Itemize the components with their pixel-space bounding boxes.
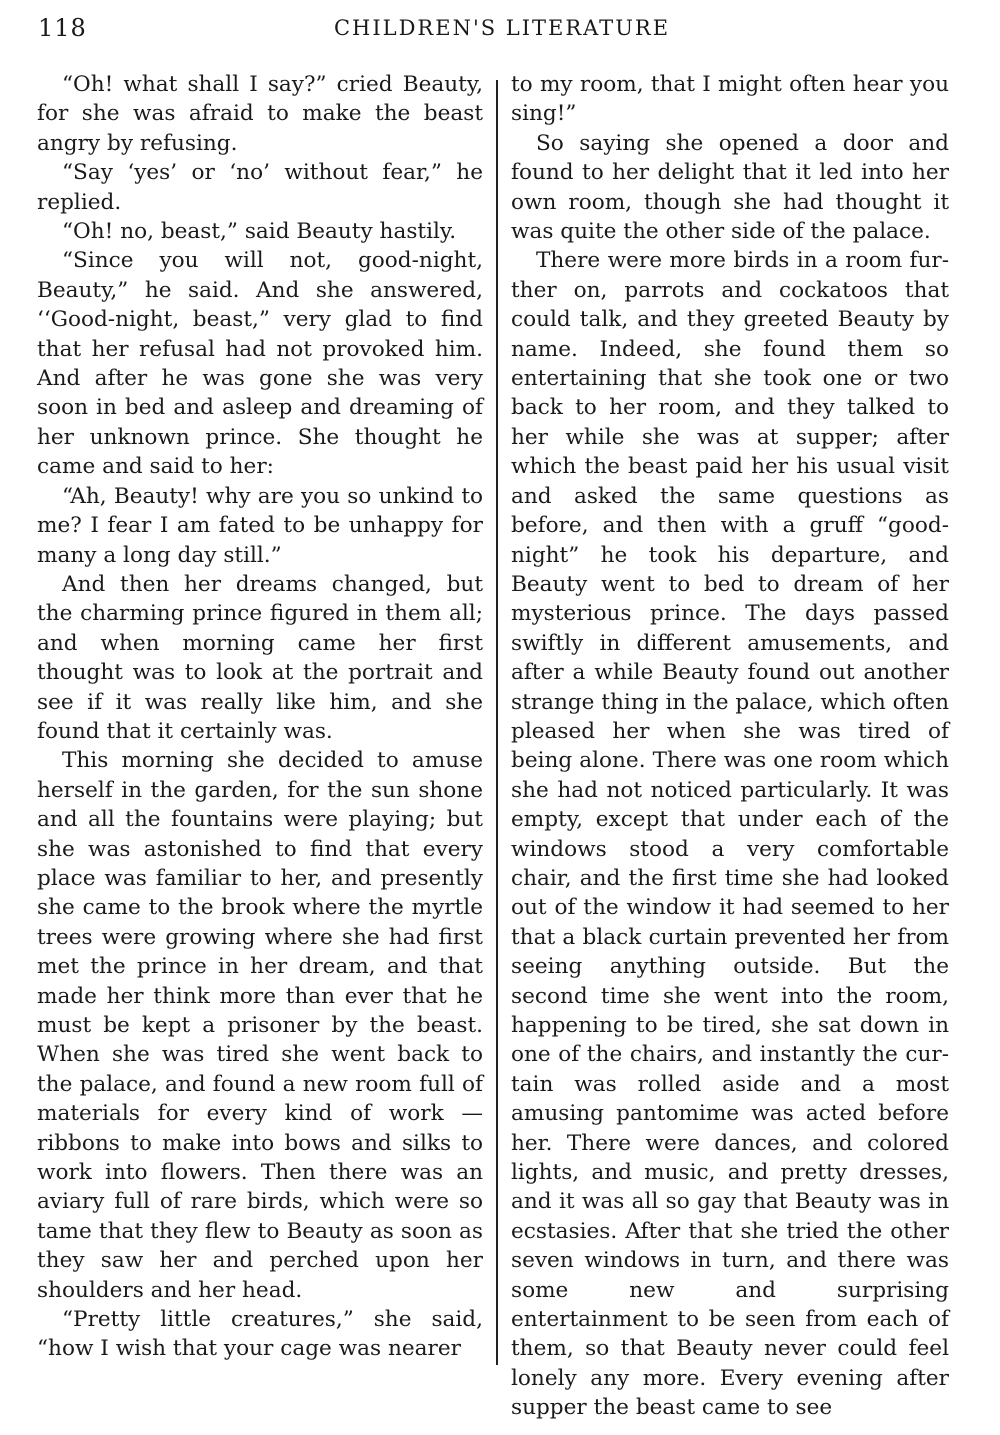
paragraph: This morning she decided to amuse herself in the garden, for the sun shone and all the fountains were playing; but she was astonished to find that every place was familiar to her, and presently she came to the brook where the myrtle trees were growing where she had first met the prince in her dream, and that made her think more than ever that he must be kept a prisoner by the beast. When she was tired she went back to the palace, and found a new room full of materials for every kind of work — ribbons to make into bows and silks to work into flowers. Then there was an aviary full of rare birds, which were so tame that they flew to Beauty as soon as they saw her and perched upon her shoulders and her head. (37, 748, 483, 1303)
left-column (37, 70, 483, 1364)
paragraph: “Oh! what shall I say?” cried Beauty, for she was afraid to make the beast angry by refusing. (37, 72, 483, 156)
paragraph: There were more birds in a room further on, parrots and cockatoos that could talk, and they greeted Beauty by name. Indeed, she found them so entertaining that she took one or two back to her room, and they talked to her while she was at supper; after which the beast paid her his usual visit and asked the same questions as before, and then with a gruff “good-night” he took his departure, and Beauty went to bed to dream of her mysterious prince. The days passed swiftly in different amusements, and after a while Beauty found out another strange thing in the palace, which often pleased her when she was tired of being alone. There was one room which she had not noticed particularly. It was empty, except that under each of the windows stood a very comfortable chair, and the first time she had looked out of the window it had seemed to her that a black curtain prevented her from seeing anything outside. But the second time she went into the room, happening to be tired, she sat down in one of the chairs, and instantly the curtain was rolled aside and a most amusing pantomime was acted before her. There were dances, and colored lights, and music, and pretty dresses, and it was all so gay that Beauty was in ecstasies. After that she tried the other seven windows in turn, and there was some new and surprising entertainment to be seen from each of them, so that Beauty never could feel lonely any more. Every evening after supper the beast came to see (511, 248, 949, 1421)
paragraph: “Say ‘yes’ or ‘no’ without fear,” he replied. (37, 160, 483, 215)
paragraph: “Since you will not, good-night, Beauty,” he said. And she answered, ‘‘Good-night, beast,” very glad to find that her refusal had not provoked him. And after he was gone she was very soon in bed and asleep and dreaming of her unknown prince. She thought he came and said to her: (37, 248, 483, 480)
running-title: CHILDREN'S LITERATURE (333, 16, 671, 40)
paragraph-continued: to my room, that I might often hear you sing!” (511, 72, 949, 127)
paragraph: So saying she opened a door and found to her delight that it led into her own room, though she had thought it was quite the other side of the palace. (511, 130, 949, 245)
paragraph: “Pretty little creatures,” she said, “how I wish that your cage was nearer (37, 1307, 483, 1362)
paragraph: “Oh! no, beast,” said Beauty hastily. (62, 219, 457, 245)
page-number: 118 (38, 14, 87, 42)
paragraph: “Ah, Beauty! why are you so unkind to me? I fear I am fated to be unhappy for many a long day still.” (37, 483, 483, 568)
paragraph: And then her dreams changed, but the charming prince figured in them all; and when morning came her first thought was to look at the portrait and see if it was really like him, and she found that it certainly was. (37, 571, 483, 744)
page-header (38, 14, 966, 54)
column-divider (496, 80, 498, 1365)
right-column (511, 70, 949, 1423)
